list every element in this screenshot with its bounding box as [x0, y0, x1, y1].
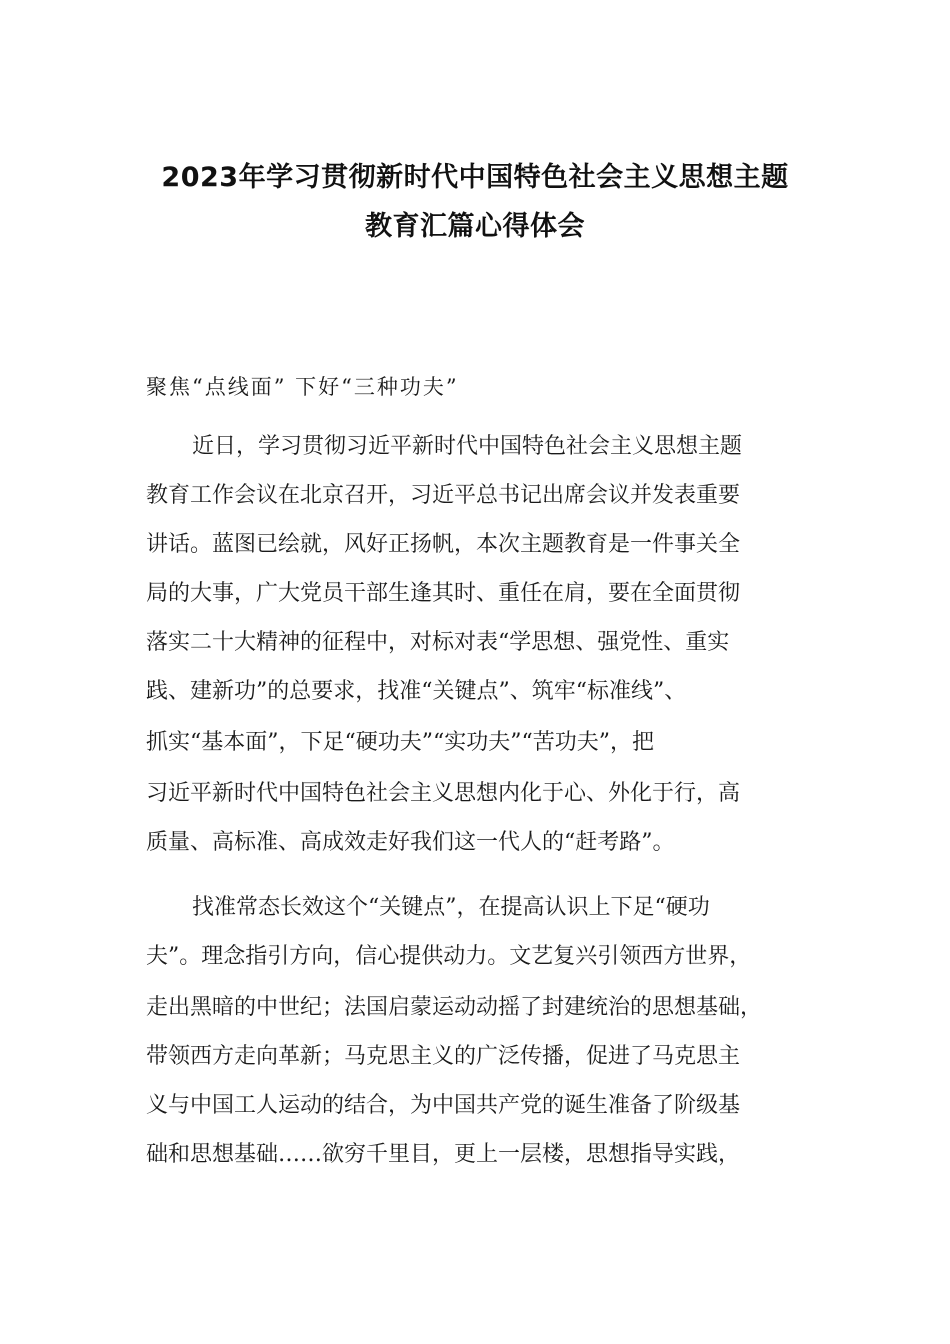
paragraph-1-line-2: 教育工作会议在北京召开，习近平总书记出席会议并发表重要 — [146, 483, 741, 508]
paragraph-1-line-8: 习近平新时代中国特色社会主义思想内化于心、外化于行，高 — [146, 781, 741, 806]
paragraph-2-line-6: 础和思想基础……欲穷千里目，更上一层楼，思想指导实践， — [146, 1142, 741, 1167]
paragraph-1-line-5: 落实二十大精神的征程中，对标对表“学思想、强党性、重实 — [146, 630, 730, 655]
paragraph-1-line-6: 践、建新功”的总要求，找准“关键点”、筑牢“标准线”、 — [146, 679, 687, 704]
paragraph-2-line-1: 找准常态长效这个“关键点”，在提高认识上下足“硬功 — [192, 895, 710, 920]
paragraph-1-line-4: 局的大事，广大党员干部生逢其时、重任在肩，要在全面贯彻 — [146, 581, 741, 606]
paragraph-2-line-3: 走出黑暗的中世纪；法国启蒙运动动摇了封建统治的思想基础， — [146, 995, 763, 1020]
paragraph-2-line-4: 带领西方走向革新；马克思主义的广泛传播，促进了马克思主 — [146, 1044, 741, 1069]
paragraph-2-line-5: 义与中国工人运动的结合，为中国共产党的诞生准备了阶级基 — [146, 1093, 741, 1118]
section-subtitle: 聚焦“点线面” 下好“三种功夫” — [146, 375, 459, 399]
paragraph-2-line-2: 夫”。理念指引方向，信心提供动力。文艺复兴引领西方世界， — [146, 944, 752, 969]
paragraph-1-line-3: 讲话。蓝图已绘就，风好正扬帆，本次主题教育是一件事关全 — [146, 532, 741, 557]
document-title-line-2: 教育汇篇心得体会 — [365, 211, 585, 242]
paragraph-1-line-9: 质量、高标准、高成效走好我们这一代人的“赶考路”。 — [146, 830, 675, 855]
paragraph-1-line-7: 抓实“基本面”，下足“硬功夫”“实功夫”“苦功夫”，把 — [146, 730, 654, 755]
paragraph-1-line-1: 近日，学习贯彻习近平新时代中国特色社会主义思想主题 — [192, 434, 743, 459]
document-title-line-1: 2023年学习贯彻新时代中国特色社会主义思想主题 — [161, 162, 789, 193]
